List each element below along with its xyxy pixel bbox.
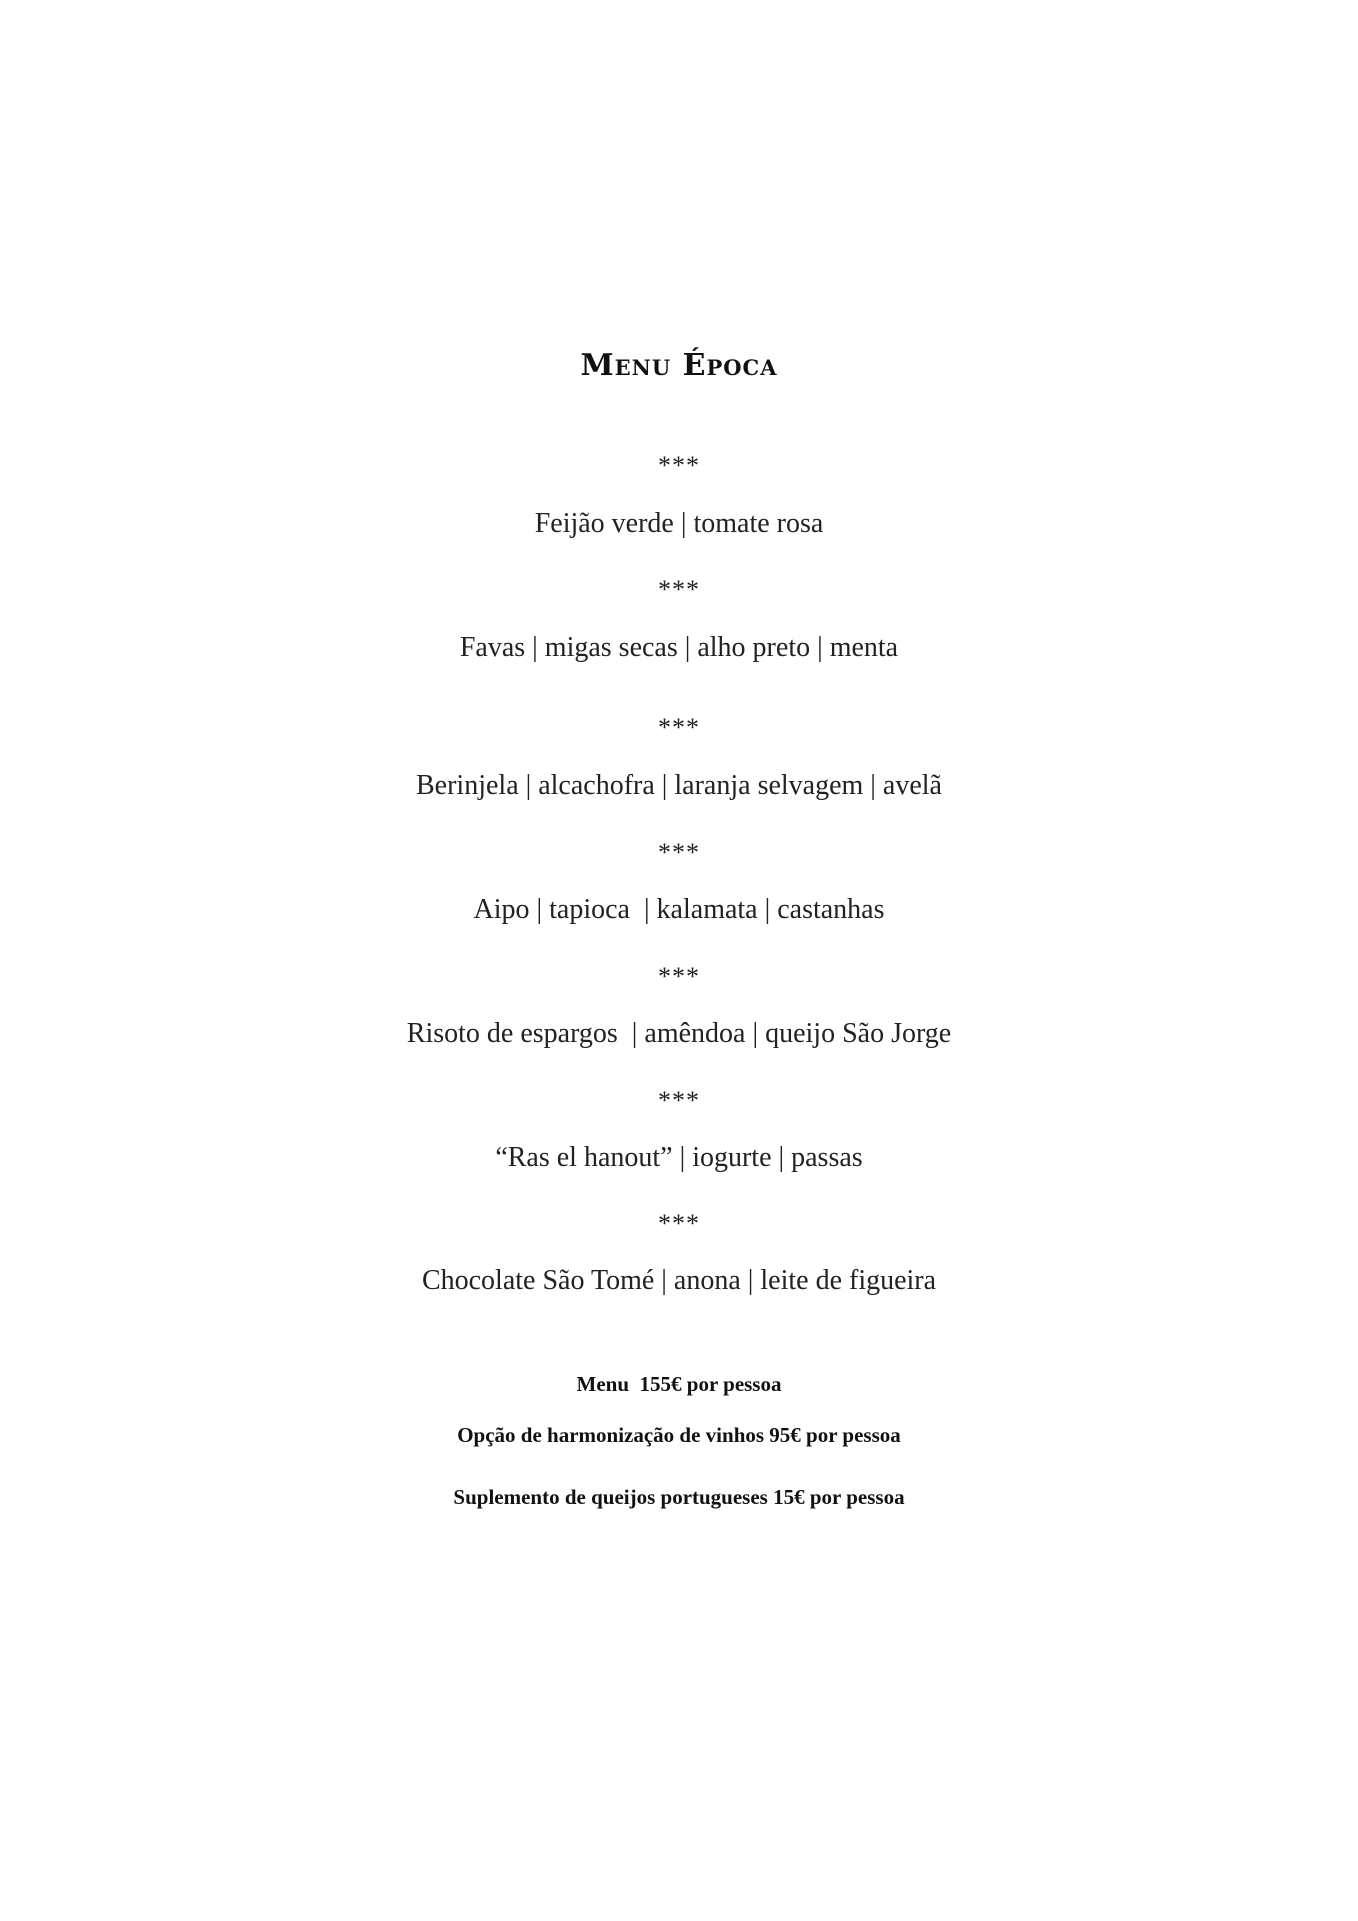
course-separator: *** — [658, 1209, 700, 1238]
menu-price: Menu 155€ por pessoa — [576, 1372, 782, 1396]
course-4: Aipo | tapioca | kalamata | castanhas — [473, 894, 885, 925]
course-3: Berinjela | alcachofra | laranja selvagem | avelã — [416, 770, 942, 801]
course-2: Favas | migas secas | alho preto | menta — [459, 632, 899, 663]
cheese-supplement-price: Suplemento de queijos portugueses 15€ por pessoa — [453, 1485, 905, 1509]
course-separator: *** — [658, 1086, 700, 1115]
menu-title: Menu Época — [580, 348, 778, 383]
course-separator: *** — [658, 451, 700, 480]
wine-pairing-price: Opção de harmonização de vinhos 95€ por pessoa — [457, 1423, 901, 1447]
course-separator: *** — [658, 713, 700, 742]
course-1: Feijão verde | tomate rosa — [534, 508, 824, 539]
course-6: “Ras el hanout” | iogurte | passas — [495, 1142, 863, 1173]
course-separator: *** — [658, 838, 700, 867]
course-5: Risoto de espargos | amêndoa | queijo São Jorge — [406, 1018, 952, 1049]
course-7: Chocolate São Tomé | anona | leite de figueira — [421, 1265, 937, 1296]
course-separator: *** — [658, 575, 700, 604]
course-separator: *** — [658, 962, 700, 991]
